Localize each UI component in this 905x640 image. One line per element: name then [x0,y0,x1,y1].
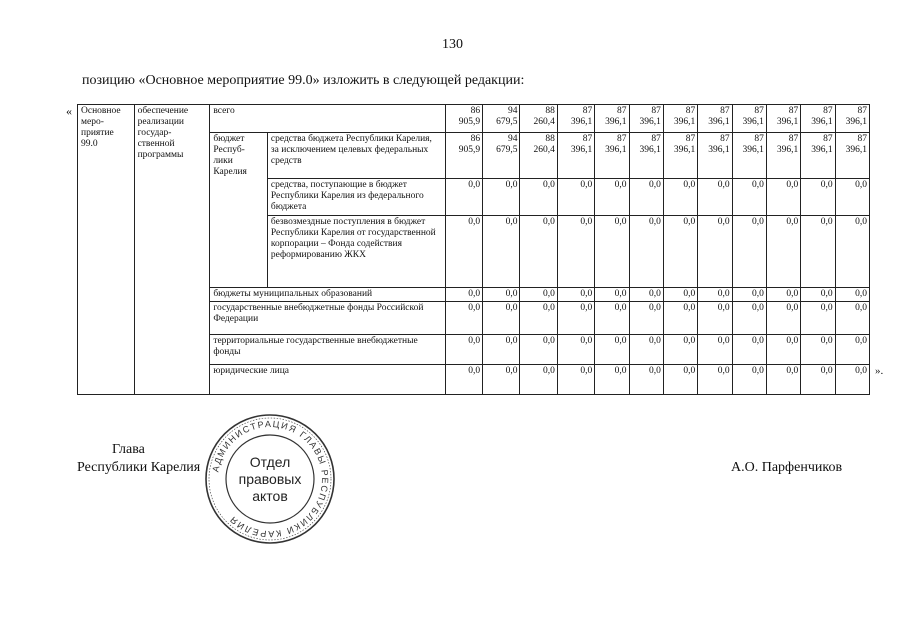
value-cell: 0,0 [595,179,629,216]
event-name-cell: Основное меро-приятие 99.0 [78,105,135,395]
value-cell: 0,0 [557,216,594,288]
value-cell: 0,0 [520,288,557,302]
value-cell: 94 679,5 [483,133,520,179]
value-cell: 0,0 [483,365,520,395]
source-label-cell: всего [210,105,445,133]
value-cell: 87 396,1 [629,105,663,133]
source-label-cell: безвозмездные поступления в бюджет Республики Карелия от государственной корпорации – Фонда содействия реформированию ЖКХ [267,216,445,288]
value-cell: 0,0 [801,302,835,335]
value-cell: 87 396,1 [698,133,732,179]
value-cell: 0,0 [766,335,800,365]
value-cell: 94 679,5 [483,105,520,133]
value-cell: 0,0 [595,302,629,335]
value-cell: 0,0 [445,302,482,335]
value-cell: 0,0 [835,335,869,365]
value-cell: 0,0 [663,335,697,365]
value-cell: 0,0 [483,302,520,335]
value-cell: 0,0 [766,302,800,335]
value-cell: 0,0 [663,365,697,395]
value-cell: 0,0 [663,216,697,288]
value-cell: 0,0 [520,216,557,288]
value-cell: 0,0 [732,179,766,216]
value-cell: 86 905,9 [445,105,482,133]
value-cell: 0,0 [698,179,732,216]
value-cell: 0,0 [732,365,766,395]
value-cell: 0,0 [766,216,800,288]
value-cell: 0,0 [595,365,629,395]
value-cell: 0,0 [483,179,520,216]
page-number: 130 [442,37,463,52]
value-cell: 0,0 [483,335,520,365]
value-cell: 87 396,1 [801,133,835,179]
value-cell: 0,0 [520,302,557,335]
value-cell: 88 260,4 [520,105,557,133]
value-cell: 0,0 [629,365,663,395]
value-cell: 86 905,9 [445,133,482,179]
value-cell: 87 396,1 [835,133,869,179]
value-cell: 87 396,1 [595,133,629,179]
value-cell: 0,0 [663,302,697,335]
value-cell: 0,0 [835,288,869,302]
stamp-line-3: актов [252,488,288,504]
value-cell: 0,0 [732,335,766,365]
source-label-cell: бюджеты муниципальных образований [210,288,445,302]
value-cell: 0,0 [557,302,594,335]
value-cell: 0,0 [698,302,732,335]
value-cell: 0,0 [483,288,520,302]
quote-close: ». [875,365,884,377]
value-cell: 0,0 [801,335,835,365]
value-cell: 0,0 [445,335,482,365]
value-cell: 0,0 [801,288,835,302]
value-cell: 87 396,1 [766,105,800,133]
value-cell: 0,0 [629,179,663,216]
value-cell: 0,0 [557,288,594,302]
value-cell: 88 260,4 [520,133,557,179]
value-cell: 0,0 [557,179,594,216]
source-label-cell: юридические лица [210,365,445,395]
value-cell: 0,0 [595,216,629,288]
value-cell: 0,0 [698,365,732,395]
value-cell: 0,0 [766,365,800,395]
value-cell: 87 396,1 [663,105,697,133]
value-cell: 0,0 [698,216,732,288]
purpose-cell: обеспечение реализации государ-ственной программы [134,105,210,395]
value-cell: 0,0 [801,179,835,216]
value-cell: 0,0 [629,335,663,365]
value-cell: 0,0 [698,288,732,302]
value-cell: 0,0 [445,365,482,395]
signature-name: А.О. Парфенчиков [731,460,843,475]
official-stamp [203,412,337,546]
value-cell: 0,0 [835,302,869,335]
value-cell: 0,0 [520,335,557,365]
value-cell: 0,0 [732,216,766,288]
signature-org: Республики Карелия [77,460,201,475]
source-label-cell: средства, поступающие в бюджет Республики Карелия из федерального бюджета [267,179,445,216]
value-cell: 0,0 [835,216,869,288]
value-cell: 0,0 [732,302,766,335]
value-cell: 87 396,1 [801,105,835,133]
stamp-ring-text: АДМИНИСТРАЦИЯ ГЛАВЫ РЕСПУБЛИКИ КАРЕЛИЯ [210,418,331,540]
value-cell: 0,0 [663,288,697,302]
value-cell: 87 396,1 [732,105,766,133]
value-cell: 0,0 [557,365,594,395]
value-cell: 0,0 [732,288,766,302]
value-cell: 0,0 [520,365,557,395]
budget-table [77,104,870,395]
value-cell: 0,0 [445,288,482,302]
value-cell: 0,0 [595,335,629,365]
value-cell: 87 396,1 [663,133,697,179]
value-cell: 0,0 [766,179,800,216]
value-cell: 0,0 [629,216,663,288]
value-cell: 0,0 [801,365,835,395]
value-cell: 0,0 [835,179,869,216]
intro-text: позицию «Основное мероприятие 99.0» изложить в следующей редакции: [82,73,525,88]
source-label-cell: территориальные государственные внебюджетные фонды [210,335,445,365]
table-row [78,105,870,133]
source-label-cell: средства бюджета Республики Карелия, за исключением целевых федеральных средств [267,133,445,179]
source-label-cell: государственные внебюджетные фонды Российской Федерации [210,302,445,335]
value-cell: 87 396,1 [835,105,869,133]
value-cell: 87 396,1 [629,133,663,179]
value-cell: 0,0 [698,335,732,365]
value-cell: 0,0 [445,216,482,288]
value-cell: 0,0 [835,365,869,395]
value-cell: 0,0 [629,302,663,335]
value-cell: 87 396,1 [732,133,766,179]
value-cell: 0,0 [483,216,520,288]
value-cell: 0,0 [663,179,697,216]
value-cell: 0,0 [629,288,663,302]
value-cell: 0,0 [557,335,594,365]
value-cell: 0,0 [595,288,629,302]
value-cell: 87 396,1 [698,105,732,133]
stamp-line-2: правовых [238,471,302,487]
value-cell: 0,0 [520,179,557,216]
value-cell: 87 396,1 [557,105,594,133]
value-cell: 87 396,1 [595,105,629,133]
quote-open: « [66,104,72,118]
value-cell: 0,0 [801,216,835,288]
funding-group-cell: бюджет Респуб-лики Карелия [210,133,268,288]
value-cell: 87 396,1 [557,133,594,179]
value-cell: 0,0 [445,179,482,216]
stamp-line-1: Отдел [249,454,291,470]
value-cell: 87 396,1 [766,133,800,179]
signature-title: Глава [112,442,145,457]
value-cell: 0,0 [766,288,800,302]
